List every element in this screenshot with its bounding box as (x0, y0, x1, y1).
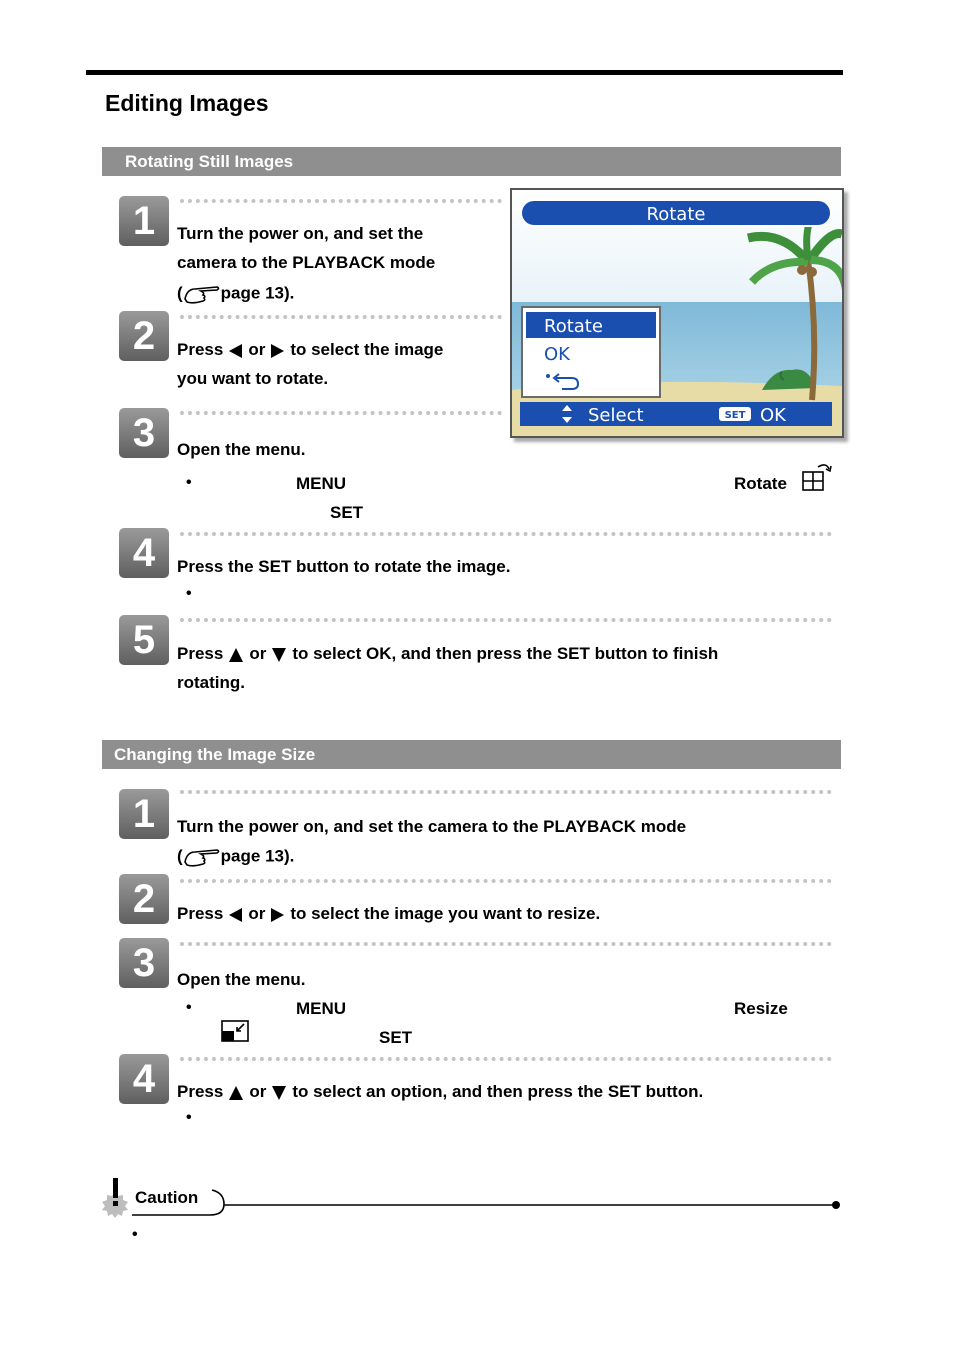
step-number-badge: 4 (119, 528, 169, 578)
pointing-hand-icon (183, 846, 221, 868)
menu-keyword: MENU (296, 474, 347, 493)
section-header-resize: Changing the Image Size (102, 740, 841, 769)
page-reference-text: page 13). (220, 846, 295, 866)
rotate-keyword: Rotate (734, 474, 787, 493)
top-rule (86, 70, 843, 75)
step-rest: to select OK, and then press the SET button to finish (292, 644, 719, 663)
screen-set-key: SET (724, 410, 746, 421)
up-arrow-icon (229, 648, 243, 662)
step-rest: to select the image (290, 340, 444, 359)
screen-menu-item-rotate: Rotate (544, 316, 603, 337)
dotted-separator (180, 942, 832, 946)
caution-rule (130, 1188, 846, 1220)
dotted-separator (180, 790, 832, 794)
step-text: camera to the PLAYBACK mode (177, 253, 436, 272)
right-arrow-icon (271, 908, 284, 922)
or-label: or (248, 904, 266, 923)
step-number-badge: 2 (119, 311, 169, 361)
bullet-dot: • (132, 1226, 138, 1243)
bullet-dot: • (186, 474, 192, 491)
step-text (177, 340, 443, 360)
pointing-hand-icon (183, 283, 221, 305)
step-text: Turn the power on, and set the camera to the PLAYBACK mode (177, 817, 687, 836)
step-number-badge: 3 (119, 408, 169, 458)
press-label: Press (177, 644, 224, 663)
caution-icon (98, 1176, 132, 1218)
left-arrow-icon (229, 908, 242, 922)
bullet-dot: • (186, 1109, 192, 1126)
rotate-icon (800, 460, 834, 492)
press-label: Press (177, 340, 224, 359)
page-title: Editing Images (105, 90, 269, 116)
or-label: or (248, 340, 266, 359)
step-text: Turn the power on, and set the (177, 224, 424, 243)
screen-select-label: Select (588, 405, 644, 426)
right-arrow-icon (271, 344, 284, 358)
dotted-separator (180, 1057, 832, 1061)
step-text: Press the SET button to rotate the image. (177, 557, 511, 576)
left-arrow-icon (229, 344, 242, 358)
dotted-separator (180, 618, 832, 622)
set-keyword: SET (379, 1028, 413, 1047)
screen-title: Rotate (646, 204, 706, 225)
step-number-badge: 4 (119, 1054, 169, 1104)
screen-ok-label: OK (760, 405, 786, 426)
step-number-badge: 5 (119, 615, 169, 665)
dotted-separator (180, 315, 502, 319)
beach-scene-illustration (512, 190, 842, 436)
resize-keyword: Resize (734, 999, 788, 1018)
down-arrow-icon (272, 1086, 286, 1100)
page-reference: ( page 13). (177, 846, 294, 868)
step-number-badge: 1 (119, 196, 169, 246)
step-text: Open the menu. (177, 970, 306, 989)
step-number-badge: 3 (119, 938, 169, 988)
press-label: Press (177, 1082, 224, 1101)
page-reference: ( page 13). (177, 283, 294, 305)
step-text (177, 904, 600, 924)
press-label: Press (177, 904, 224, 923)
resize-icon (219, 1019, 251, 1043)
page-reference-text: page 13). (220, 283, 295, 303)
step-number-badge: 2 (119, 874, 169, 924)
step-text: Open the menu. (177, 440, 306, 459)
or-label: or (249, 644, 267, 663)
or-label: or (249, 1082, 267, 1101)
bullet-dot: • (186, 585, 192, 602)
step-rest: to select the image you want to resize. (290, 904, 601, 923)
dotted-separator (180, 199, 502, 203)
dotted-separator (180, 411, 502, 415)
screen-menu-item-ok: OK (544, 344, 570, 365)
step-text: rotating. (177, 673, 245, 692)
menu-keyword: MENU (296, 999, 347, 1018)
up-arrow-icon (229, 1086, 243, 1100)
step-text: you want to rotate. (177, 369, 329, 388)
step-rest: to select an option, and then press the SET button. (292, 1082, 704, 1101)
step-text (177, 644, 718, 664)
camera-lcd-screenshot (510, 188, 844, 438)
dotted-separator (180, 532, 832, 536)
dotted-separator (180, 879, 832, 883)
step-text (177, 1082, 703, 1102)
set-keyword: SET (330, 503, 364, 522)
section-header-rotate: Rotating Still Images (102, 147, 841, 176)
down-arrow-icon (272, 648, 286, 662)
bullet-dot: • (186, 999, 192, 1016)
caution-label: Caution (135, 1188, 199, 1207)
step-number-badge: 1 (119, 789, 169, 839)
